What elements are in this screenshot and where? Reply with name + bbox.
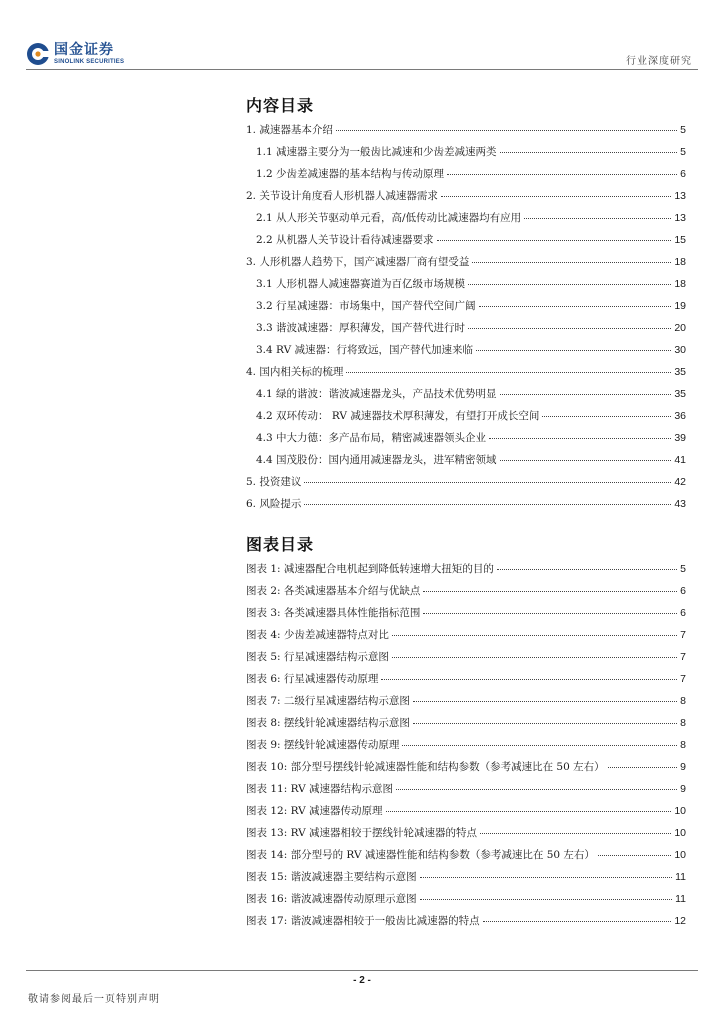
footer-divider (26, 970, 698, 971)
figure-entry[interactable]: 图表 5: 行星减速器结构示意图 7 (246, 649, 686, 665)
toc-title: 内容目录 (246, 96, 315, 115)
figure-entry[interactable]: 图表 2: 各类减速器基本介绍与优缺点 6 (246, 583, 686, 599)
toc-entry[interactable]: 4.1 绿的谐波：谐波减速器龙头，产品技术优势明显 35 (256, 386, 686, 402)
toc-entry[interactable]: 4.2 双环传动： RV 减速器技术厚积薄发，有望打开成长空间 36 (256, 408, 686, 424)
toc-entry[interactable]: 3.3 谐波减速器：厚积薄发，国产替代进行时 20 (256, 320, 686, 336)
toc-entry[interactable]: 2.1 从人形关节驱动单元看，高/低传动比减速器均有应用 13 (256, 210, 686, 226)
figure-entry[interactable]: 图表 10: 部分型号摆线针轮减速器性能和结构参数（参考减速比在 50 左右） 9 (246, 759, 686, 775)
figure-entry[interactable]: 图表 13: RV 减速器相较于摆线针轮减速器的特点 10 (246, 825, 686, 841)
toc-entry[interactable]: 3.2 行星减速器：市场集中，国产替代空间广阔 19 (256, 298, 686, 314)
toc-entry[interactable]: 1.1 减速器主要分为一般齿比减速和少齿差减速两类 5 (256, 144, 686, 160)
figure-entry[interactable]: 图表 9: 摆线针轮减速器传动原理 8 (246, 737, 686, 753)
company-logo (26, 39, 124, 69)
figure-entry[interactable]: 图表 6: 行星减速器传动原理 7 (246, 671, 686, 687)
figure-entry[interactable]: 图表 4: 少齿差减速器特点对比 7 (246, 627, 686, 643)
figure-entry[interactable]: 图表 15: 谐波减速器主要结构示意图 11 (246, 869, 686, 885)
figure-entry[interactable]: 图表 17: 谐波减速器相较于一般齿比减速器的特点 12 (246, 913, 686, 929)
toc-entry[interactable]: 4.4 国茂股份：国内通用减速器龙头，进军精密领域 41 (256, 452, 686, 468)
toc-entry[interactable]: 2.2 从机器人关节设计看待减速器要求 15 (256, 232, 686, 248)
page-number: - 2 - (353, 975, 371, 986)
report-type-label: 行业深度研究 (626, 56, 692, 67)
sinolink-logo-icon (26, 42, 50, 66)
figure-entry[interactable]: 图表 8: 摆线针轮减速器结构示意图 8 (246, 715, 686, 731)
toc-entry[interactable]: 3.1 人形机器人减速器赛道为百亿级市场规模 18 (256, 276, 686, 292)
header-divider (26, 69, 698, 70)
toc-entry[interactable]: 5. 投资建议 42 (246, 474, 686, 490)
toc-entry[interactable]: 3. 人形机器人趋势下，国产减速器厂商有望受益 18 (246, 254, 686, 270)
toc-entry[interactable]: 1. 减速器基本介绍 5 (246, 122, 686, 138)
logo-english-name: SINOLINK SECURITIES (54, 59, 125, 65)
disclaimer-note: 敬请参阅最后一页特别声明 (28, 994, 160, 1005)
figure-entry[interactable]: 图表 3: 各类减速器具体性能指标范围 6 (246, 605, 686, 621)
figure-entry[interactable]: 图表 12: RV 减速器传动原理 10 (246, 803, 686, 819)
figures-title: 图表目录 (246, 535, 315, 554)
logo-chinese-name: 国金证券 (54, 42, 114, 58)
figure-entry[interactable]: 图表 1: 减速器配合电机起到降低转速增大扭矩的目的 5 (246, 561, 686, 577)
toc-entry[interactable]: 1.2 少齿差减速器的基本结构与传动原理 6 (256, 166, 686, 182)
toc-entry[interactable]: 4.3 中大力德：多产品布局，精密减速器领头企业 39 (256, 430, 686, 446)
figure-entry[interactable]: 图表 16: 谐波减速器传动原理示意图 11 (246, 891, 686, 907)
figure-entry[interactable]: 图表 14: 部分型号的 RV 减速器性能和结构参数（参考减速比在 50 左右） 10 (246, 847, 686, 863)
toc-entry[interactable]: 2. 关节设计角度看人形机器人减速器需求 13 (246, 188, 686, 204)
toc-entry[interactable]: 4. 国内相关标的梳理 35 (246, 364, 686, 380)
toc-entry[interactable]: 3.4 RV 减速器：行将致远，国产替代加速来临 30 (256, 342, 686, 358)
figure-entry[interactable]: 图表 7: 二级行星减速器结构示意图 8 (246, 693, 686, 709)
figure-entry[interactable]: 图表 11: RV 减速器结构示意图 9 (246, 781, 686, 797)
toc-entry[interactable]: 6. 风险提示 43 (246, 496, 686, 512)
